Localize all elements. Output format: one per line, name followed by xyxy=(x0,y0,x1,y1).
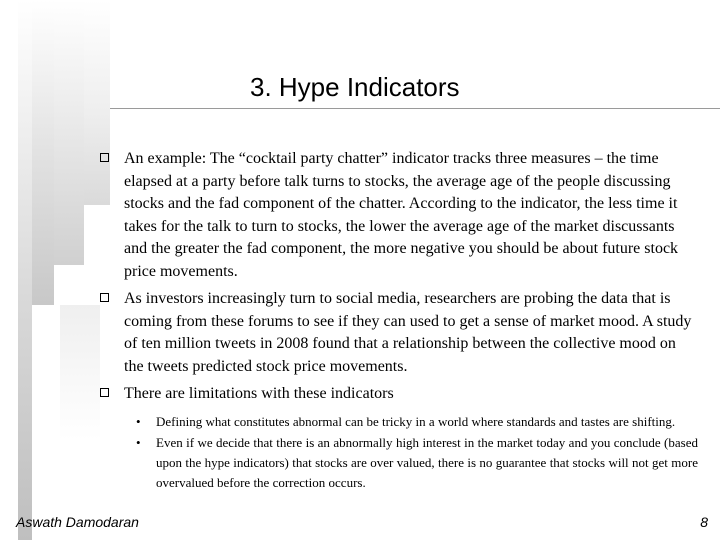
title-divider xyxy=(110,108,720,109)
sub-bullet-item xyxy=(134,412,698,432)
bullet-text: As investors increasingly turn to social media, researchers are probing the data that is coming from these forums to see if they can used to get a sense of market mood. A study of ten million tweets in 2008 found that a relationship between the collective mood on the tweets predicted stock price movements. xyxy=(124,290,692,375)
slide-body xyxy=(98,148,698,494)
bullet-text: An example: The “cocktail party chatter” indicator tracks three measures – the time elapsed at a party before talk turns to stocks, the average age of the people discussing stocks and the fad component of the chatter. According to the indicator, the less time it takes for the talk to turn to stocks, the lower the average age of the market discussants and the greater the fad component, the more negative you should be about future stock price movements. xyxy=(124,150,679,280)
sub-bullet-item xyxy=(134,433,698,493)
bullet-item xyxy=(98,148,698,283)
decor-bar-1 xyxy=(18,0,32,540)
decor-bar-5 xyxy=(60,305,100,440)
dot-bullet-icon: • xyxy=(136,413,141,429)
sub-bullet-list xyxy=(98,412,698,493)
sub-bullet-text: Even if we decide that there is an abnormally high interest in the market today and you conclude (based upon the hype indicators) that stocks are over valued, there is no guarantee that stocks will not get more overvalued before the correction occurs. xyxy=(156,434,698,490)
footer-author: Aswath Damodaran xyxy=(16,514,139,530)
bullet-text: There are limitations with these indicators xyxy=(124,385,394,402)
bullet-item xyxy=(98,288,698,378)
slide-title: 3. Hype Indicators xyxy=(250,72,460,102)
decor-bar-3 xyxy=(54,0,84,265)
sub-bullet-text: Defining what constitutes abnormal can be tricky in a world where standards and tastes are shifting. xyxy=(156,413,676,429)
hollow-square-bullet-icon xyxy=(100,153,109,162)
page-number: 8 xyxy=(700,514,708,530)
decor-bar-2 xyxy=(32,0,54,305)
hollow-square-bullet-icon xyxy=(100,388,109,397)
dot-bullet-icon: • xyxy=(136,434,141,450)
hollow-square-bullet-icon xyxy=(100,293,109,302)
bullet-item xyxy=(98,383,698,406)
